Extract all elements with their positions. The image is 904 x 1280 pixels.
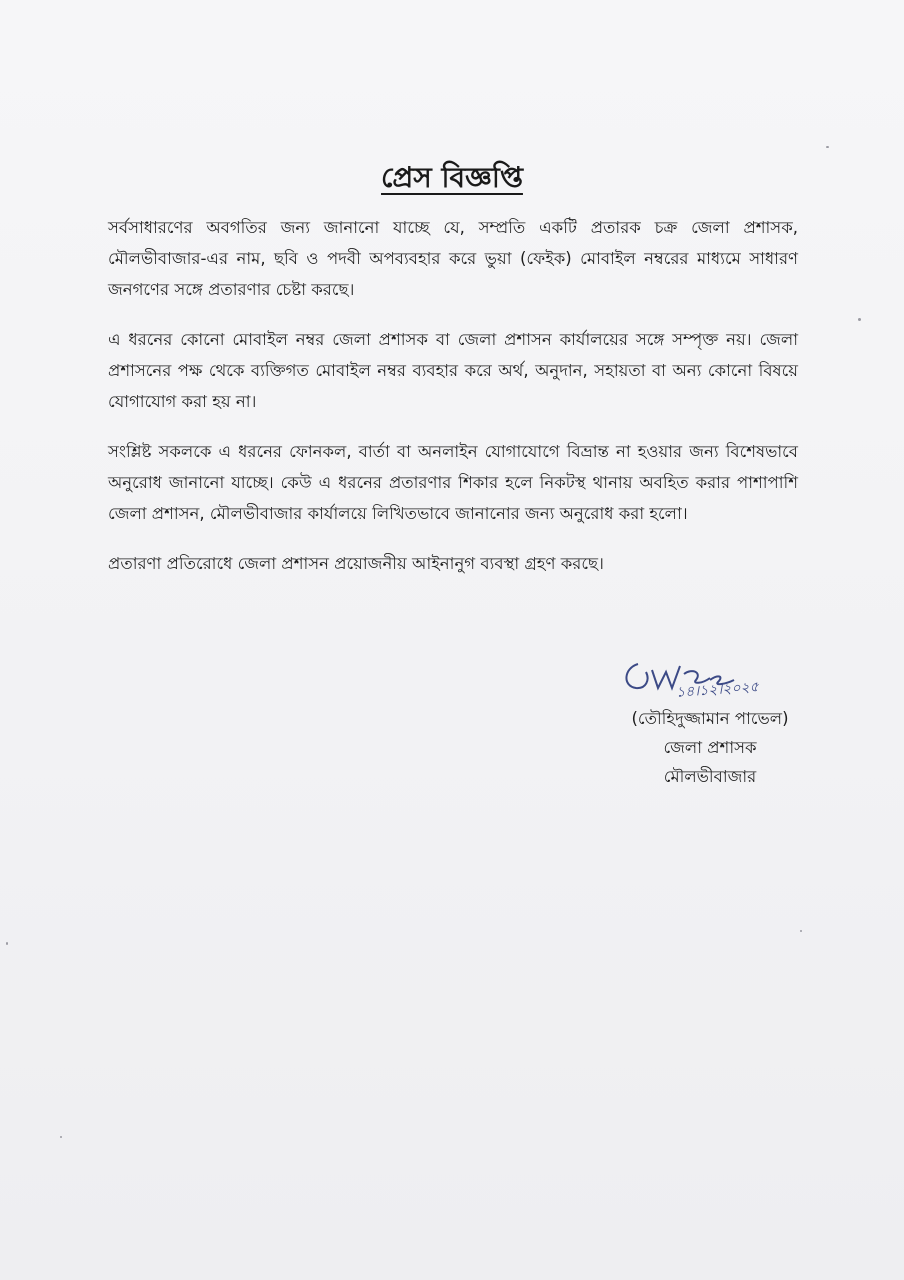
paper-speck [858, 318, 861, 321]
signatory-name: (তৌহিদুজ্জামান পাভেল) [631, 709, 789, 728]
paragraph-3: সংশ্লিষ্ট সকলকে এ ধরনের ফোনকল, বার্তা বা অনলাইন যোগাযোগে বিভ্রান্ত না হওয়ার জন্য বিশেষভাবে অনুরোধ জানানো যাচ্ছে। কেউ এ ধরনের প্রতারণার শিকার হলে নিকটস্থ থানায় অবহিত করার পাশাপাশি জেলা প্রশাসন, মৌলভীবাজার কার্যালয়ে লিখিতভাবে জানানোর জন্য অনুরোধ করা হলো। [108, 442, 798, 523]
signature-block [594, 704, 826, 791]
paper-speck [800, 930, 802, 932]
signatory-district: মৌলভীবাজার [663, 767, 757, 786]
document-body [108, 212, 798, 598]
paper-speck [60, 1136, 62, 1138]
document-title: প্রেস বিজ্ঞপ্তি [381, 161, 523, 194]
paper-speck [6, 942, 8, 945]
paragraph-4: প্রতারণা প্রতিরোধে জেলা প্রশাসন প্রয়োজনীয় আইনানুগ ব্যবস্থা গ্রহণ করছে। [108, 554, 604, 573]
signatory-designation: জেলা প্রশাসক [663, 738, 757, 757]
paragraph-1: সর্বসাধারণের অবগতির জন্য জানানো যাচ্ছে যে, সম্প্রতি একটি প্রতারক চক্র জেলা প্রশাসক, মৌলভীবাজার-এর নাম, ছবি ও পদবী অপব্যবহার করে ভুয়া (ফেইক) মোবাইল নম্বরের মাধ্যমে সাধারণ জনগণের সঙ্গে প্রতারণার চেষ্টা করছে। [108, 218, 798, 299]
paper-speck [826, 146, 829, 148]
paragraph-2: এ ধরনের কোনো মোবাইল নম্বর জেলা প্রশাসক বা জেলা প্রশাসন কার্যালয়ের সঙ্গে সম্পৃক্ত নয়। জেলা প্রশাসনের পক্ষ থেকে ব্যক্তিগত মোবাইল নম্বর ব্যবহার করে অর্থ, অনুদান, সহায়তা বা অন্য কোনো বিষয়ে যোগাযোগ করা হয় না। [108, 330, 798, 411]
signature-date: ১৪।১২।২০২৫ [675, 679, 760, 701]
